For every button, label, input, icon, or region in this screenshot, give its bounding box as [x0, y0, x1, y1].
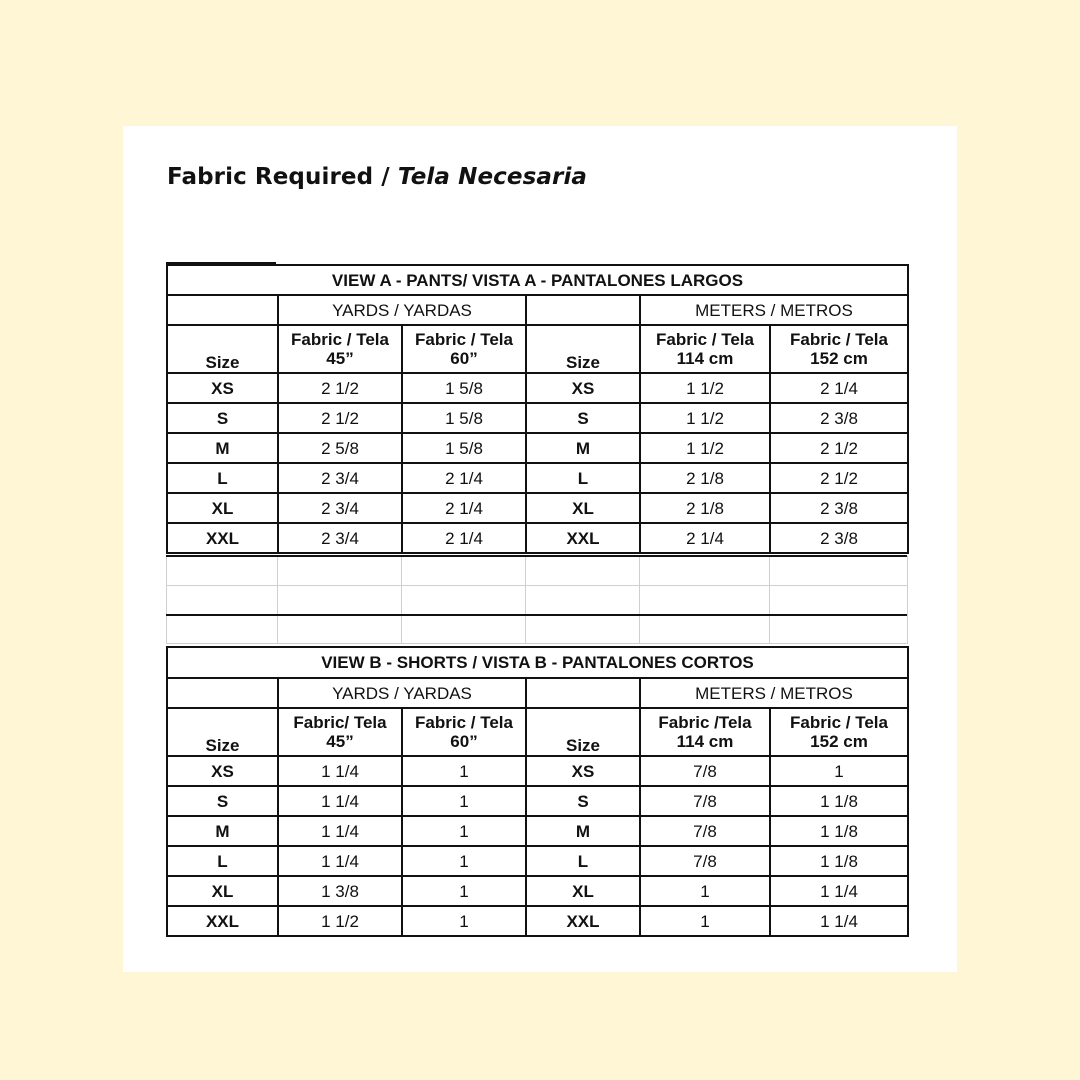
value-cell: 2 3/4: [278, 523, 402, 553]
view-a-table: [166, 264, 909, 554]
spacer-cell: [770, 615, 908, 644]
value-cell: 1: [402, 756, 526, 786]
page-title: [167, 164, 587, 190]
spacer-cell: [526, 557, 640, 586]
table-row: [167, 523, 908, 553]
spacer-cell: [278, 586, 402, 615]
value-cell: 7/8: [640, 756, 770, 786]
header-line: Fabric / Tela: [415, 330, 513, 349]
header-line: Fabric / Tela: [790, 330, 888, 349]
size-cell: XXL: [526, 906, 640, 936]
header-line: Fabric / Tela: [790, 713, 888, 732]
size-cell: L: [167, 846, 278, 876]
size-cell: XL: [526, 876, 640, 906]
size-cell: XXL: [526, 523, 640, 553]
spacer-cell: [167, 557, 278, 586]
table-row: [167, 906, 908, 936]
value-cell: 2 1/4: [402, 523, 526, 553]
divider: [166, 614, 907, 616]
size-cell: M: [167, 816, 278, 846]
value-cell: 1 1/2: [640, 403, 770, 433]
spacer-cell: [770, 557, 908, 586]
value-cell: 1 1/4: [278, 786, 402, 816]
value-cell: 2 5/8: [278, 433, 402, 463]
view-a-header-row: [167, 325, 908, 373]
document-card: [123, 126, 957, 972]
value-cell: 1 1/4: [770, 876, 908, 906]
spacer-cell: [167, 586, 278, 615]
table-row: [167, 786, 908, 816]
header-line: Fabric / Tela: [291, 330, 389, 349]
size-cell: XS: [526, 756, 640, 786]
size-cell: XL: [167, 876, 278, 906]
table-row: [167, 403, 908, 433]
table-row: [167, 846, 908, 876]
value-cell: 2 1/8: [640, 493, 770, 523]
spacer-cell: [640, 615, 770, 644]
value-cell: 1 5/8: [402, 433, 526, 463]
value-cell: 1 1/4: [278, 846, 402, 876]
header-line: Fabric /Tela: [658, 713, 752, 732]
value-cell: 1 1/2: [278, 906, 402, 936]
size-cell: XL: [526, 493, 640, 523]
value-cell: 1: [640, 906, 770, 936]
view-b-col-152-header: [770, 708, 908, 756]
view-b-meters-label: METERS / METROS: [640, 678, 908, 708]
table-row: [167, 876, 908, 906]
spacer-cell: [526, 586, 640, 615]
value-cell: 2 3/4: [278, 463, 402, 493]
value-cell: 1 3/8: [278, 876, 402, 906]
value-cell: 1 1/4: [770, 906, 908, 936]
header-line: 114 cm: [676, 349, 734, 368]
view-a-col-114-header: [640, 325, 770, 373]
size-cell: L: [526, 463, 640, 493]
value-cell: 1 1/2: [640, 433, 770, 463]
value-cell: 1: [402, 816, 526, 846]
view-a-yards-label: YARDS / YARDAS: [278, 295, 526, 325]
table-row: [167, 433, 908, 463]
spacer-cell: [770, 586, 908, 615]
size-cell: S: [167, 786, 278, 816]
value-cell: 1: [770, 756, 908, 786]
value-cell: 2 3/8: [770, 523, 908, 553]
value-cell: 1: [402, 786, 526, 816]
view-b-blank-cell: [526, 678, 640, 708]
value-cell: 1 1/8: [770, 816, 908, 846]
view-b-blank-cell: [167, 678, 278, 708]
value-cell: 2 3/4: [278, 493, 402, 523]
view-b-yards-label: YARDS / YARDAS: [278, 678, 526, 708]
table-row: [167, 463, 908, 493]
spacer-cell: [640, 586, 770, 615]
table-row: [167, 493, 908, 523]
value-cell: 1 1/4: [278, 816, 402, 846]
size-cell: XXL: [167, 906, 278, 936]
value-cell: 1 1/8: [770, 846, 908, 876]
value-cell: 2 3/8: [770, 493, 908, 523]
view-a-blank-cell: [526, 295, 640, 325]
view-b-size-header: Size: [167, 708, 278, 756]
spacer-cell: [278, 615, 402, 644]
header-line: 114 cm: [676, 732, 734, 751]
value-cell: 2 1/2: [278, 373, 402, 403]
value-cell: 2 1/2: [278, 403, 402, 433]
header-line: 45”: [326, 732, 354, 751]
view-b-title: VIEW B - SHORTS / VISTA B - PANTALONES CORTOS: [167, 647, 908, 678]
value-cell: 7/8: [640, 846, 770, 876]
spacer-cell: [640, 557, 770, 586]
header-line: 45”: [326, 349, 354, 368]
view-b-col-45-header: [278, 708, 402, 756]
view-a-meters-label: METERS / METROS: [640, 295, 908, 325]
spacer-cell: [526, 615, 640, 644]
value-cell: 2 1/4: [402, 493, 526, 523]
value-cell: 1: [640, 876, 770, 906]
view-a-size-header-metric: Size: [526, 325, 640, 373]
header-line: 60”: [450, 349, 478, 368]
size-cell: XS: [526, 373, 640, 403]
value-cell: 2 1/4: [640, 523, 770, 553]
table-row: [167, 816, 908, 846]
view-b-col-60-header: [402, 708, 526, 756]
spacer-grid: [166, 556, 908, 644]
value-cell: 2 1/4: [402, 463, 526, 493]
value-cell: 7/8: [640, 786, 770, 816]
value-cell: 7/8: [640, 816, 770, 846]
value-cell: 1 5/8: [402, 373, 526, 403]
size-cell: XS: [167, 756, 278, 786]
header-line: 60”: [450, 732, 478, 751]
header-line: Fabric / Tela: [415, 713, 513, 732]
size-cell: L: [526, 846, 640, 876]
size-cell: M: [167, 433, 278, 463]
view-b-table: [166, 646, 909, 937]
view-b-col-114-header: [640, 708, 770, 756]
spacer-cell: [278, 557, 402, 586]
spacer-cell: [167, 615, 278, 644]
value-cell: 2 1/2: [770, 433, 908, 463]
value-cell: 1 1/2: [640, 373, 770, 403]
view-a-col-45-header: [278, 325, 402, 373]
table-row: [167, 756, 908, 786]
spacer-cell: [402, 615, 526, 644]
value-cell: 1: [402, 876, 526, 906]
spacer-cell: [402, 586, 526, 615]
value-cell: 1 5/8: [402, 403, 526, 433]
value-cell: 2 1/8: [640, 463, 770, 493]
view-a-title: VIEW A - PANTS/ VISTA A - PANTALONES LARGOS: [167, 265, 908, 295]
value-cell: 1: [402, 906, 526, 936]
table-row: [167, 373, 908, 403]
size-cell: L: [167, 463, 278, 493]
size-cell: M: [526, 816, 640, 846]
value-cell: 1: [402, 846, 526, 876]
size-cell: S: [526, 403, 640, 433]
spacer-cell: [402, 557, 526, 586]
view-b-header-row: [167, 708, 908, 756]
header-line: Fabric / Tela: [656, 330, 754, 349]
value-cell: 1 1/4: [278, 756, 402, 786]
value-cell: 2 3/8: [770, 403, 908, 433]
size-cell: XL: [167, 493, 278, 523]
header-line: 152 cm: [810, 349, 868, 368]
size-cell: S: [526, 786, 640, 816]
value-cell: 2 1/2: [770, 463, 908, 493]
header-line: 152 cm: [810, 732, 868, 751]
size-cell: XXL: [167, 523, 278, 553]
page-title-main: Fabric Required /: [167, 164, 398, 190]
size-cell: XS: [167, 373, 278, 403]
view-b-size-header-metric: Size: [526, 708, 640, 756]
view-a-col-152-header: [770, 325, 908, 373]
size-cell: M: [526, 433, 640, 463]
value-cell: 1 1/8: [770, 786, 908, 816]
divider: [166, 555, 907, 557]
view-a-size-header: Size: [167, 325, 278, 373]
view-a-blank-cell: [167, 295, 278, 325]
value-cell: 2 1/4: [770, 373, 908, 403]
page-title-italic: Tela Necesaria: [397, 164, 588, 190]
size-cell: S: [167, 403, 278, 433]
view-a-col-60-header: [402, 325, 526, 373]
header-line: Fabric/ Tela: [293, 713, 387, 732]
